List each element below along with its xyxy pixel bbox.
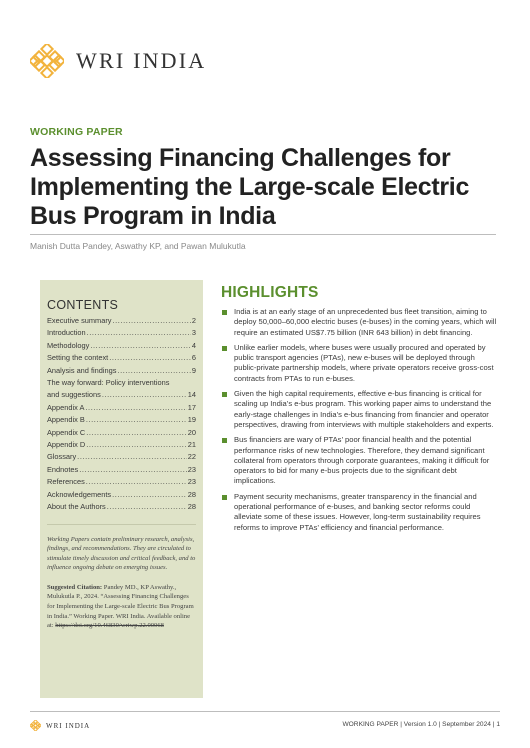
toc-item-appendix-b[interactable]: Appendix B ..... 19 [47, 414, 196, 426]
document-title: Assessing Financing Challenges for Implementing the Large-scale Electric Bus Program in India [30, 144, 470, 230]
footer-series: WORKING PAPER [342, 721, 399, 728]
square-bullet-icon [222, 310, 227, 315]
contents-list [47, 315, 196, 514]
toc-item-setting-the-context[interactable]: Setting the context ..... 6 [47, 352, 196, 364]
footer-page-number: 1 [496, 721, 500, 728]
brand-name: WRI INDIA [76, 48, 207, 73]
citation-doi-link[interactable]: https://doi.org/10.46830/wriwp.22.00068 [55, 622, 164, 630]
contents-divider [47, 524, 196, 525]
footer-info: WORKING PAPER | Version 1.0 | September 2024 | 1 [342, 721, 500, 728]
header-logo [30, 44, 206, 78]
square-bullet-icon [222, 346, 227, 351]
highlight-item: Unlike earlier models, where buses were usually procured and operated by public transport agencies (PTAs), new e-buses will be deployed through public-private partnership models, where private operators receive gross-cost contracts from PTAs to run e-buses. [221, 343, 499, 384]
suggested-citation [47, 583, 196, 631]
toc-item-references[interactable]: References ..... 23 [47, 476, 196, 488]
highlights-heading: HIGHLIGHTS [221, 284, 319, 301]
citation-label: Suggested Citation: [47, 583, 103, 591]
citation-text: Pandey MD., KP Aswathy., Mulukutla P., 2024. “Assessing Financing Challenges for Implementing the Large-scale Electric Bus Program in India.” Working Paper. WRI India. Available online at: [47, 583, 194, 630]
toc-item-acknowledgements[interactable]: Acknowledgements ..... 28 [47, 489, 196, 501]
footer-version: Version 1.0 [403, 721, 437, 728]
wri-diamond-pattern-icon [30, 44, 64, 78]
toc-item-analysis-and-findings[interactable]: Analysis and findings ..... 9 [47, 365, 196, 377]
toc-item-appendix-d[interactable]: Appendix D ..... 21 [47, 439, 196, 451]
toc-item-introduction[interactable]: Introduction ..... 3 [47, 327, 196, 339]
footer-brand-name: WRI INDIA [46, 721, 91, 730]
highlight-item: Payment security mechanisms, greater transparency in the financial and operational performance of e-buses, and banking sector reforms could alleviate some of these issues. However, long-term sustainability requires reforms to improve PTAs’ efficiency and financial performance. [221, 492, 499, 533]
toc-item-executive-summary[interactable]: Executive summary ..... 2 [47, 315, 196, 327]
wri-diamond-pattern-icon [30, 720, 41, 731]
highlight-item: Given the high capital requirements, effective e-bus financing is critical for scaling up India’s e-bus program. This working paper aims to understand the early-stage challenges in India’s e-bus financing from financier and operator perspectives, drawing from interviews with multiple stakeholders and experts. [221, 389, 499, 430]
toc-item-endnotes[interactable]: Endnotes ..... 23 [47, 464, 196, 476]
highlights-list [221, 307, 499, 538]
authors-line: Manish Dutta Pandey, Aswathy KP, and Pawan Mulukutla [30, 241, 246, 251]
footer-date: September 2024 [442, 721, 491, 728]
square-bullet-icon [222, 438, 227, 443]
square-bullet-icon [222, 392, 227, 397]
footer-logo [30, 720, 90, 731]
square-bullet-icon [222, 495, 227, 500]
contents-heading: CONTENTS [47, 298, 119, 312]
working-paper-note: Working Papers contain preliminary research, analysis, findings, and recommendations. They are circulated to stimulate timely discussion and critical feedback, and to influence ongoing debate on emerging issues. [47, 535, 196, 572]
footer-divider [30, 711, 500, 712]
toc-item-appendix-a[interactable]: Appendix A ..... 17 [47, 402, 196, 414]
highlight-item: India is at an early stage of an unprecedented bus fleet transition, aiming to deploy 50,000–60,000 electric buses (e-buses) in the coming years, which will require an estimated US$7.75 billion (INR 643 billion) in debt financing. [221, 307, 499, 338]
highlight-item: Bus financiers are wary of PTAs’ poor financial health and the potential performance risks of new technologies. Therefore, they demand significant collateral from operators through corporate guarantees, making it difficult for operators to bid for many e-bus projects due to the significant debt implications. [221, 435, 499, 486]
toc-item-the-way-forward[interactable]: The way forward: Policy interventions and suggestions ..... 14 [47, 377, 196, 402]
title-divider [30, 234, 496, 235]
toc-item-methodology[interactable]: Methodology ..... 4 [47, 340, 196, 352]
document-type-label: WORKING PAPER [30, 126, 123, 138]
toc-item-glossary[interactable]: Glossary ..... 22 [47, 451, 196, 463]
contents-panel [40, 280, 203, 698]
toc-item-about-the-authors[interactable]: About the Authors ..... 28 [47, 501, 196, 513]
toc-item-appendix-c[interactable]: Appendix C ..... 20 [47, 427, 196, 439]
